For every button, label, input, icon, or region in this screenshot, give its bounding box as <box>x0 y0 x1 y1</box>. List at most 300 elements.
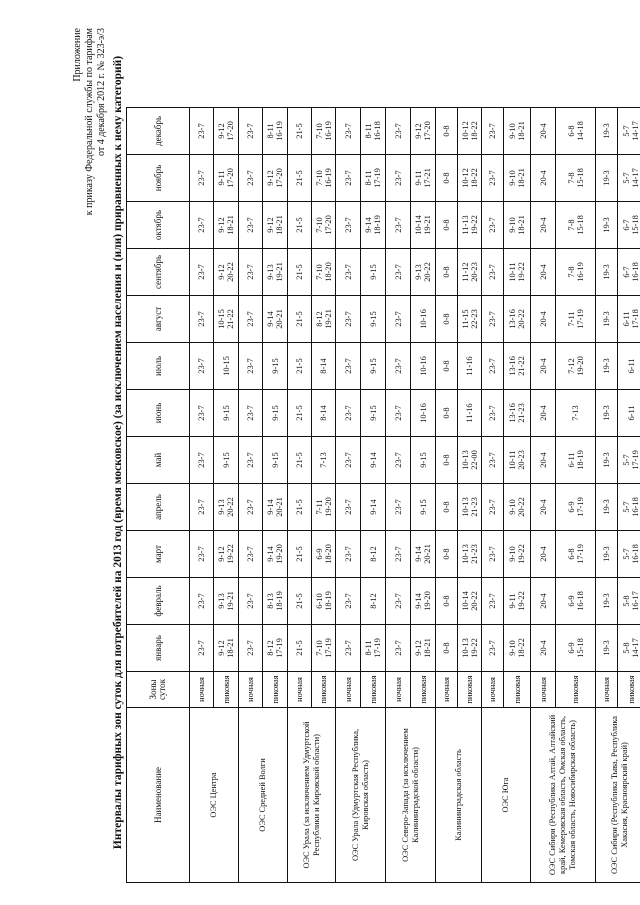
interval-value: 20-23 <box>517 450 526 470</box>
interval-value: 10-13 <box>460 497 470 517</box>
interval-value: 23-7 <box>246 546 255 562</box>
interval-value: 10-16 <box>418 309 428 329</box>
interval-value: 9-10 <box>508 217 517 233</box>
interval-cell <box>361 484 386 531</box>
interval-value: 9-12 <box>414 640 423 656</box>
interval-value: 15-18 <box>575 638 585 658</box>
interval-value: 20-21 <box>275 497 284 517</box>
interval-value: 9-12 <box>217 264 226 280</box>
interval-cell <box>618 625 640 672</box>
region-name: ОЭС Урала (за исключением Удмуртской Республики и Кировской области) <box>288 708 336 883</box>
interval-value: 19-3 <box>602 640 611 656</box>
interval-cell <box>263 108 288 155</box>
interval-cell <box>596 249 618 296</box>
interval-value: 10-14 <box>414 215 423 235</box>
interval-cell <box>458 390 482 437</box>
region-name: ОЭС Северо-Запада (за исключением Калининградской области) <box>386 708 436 883</box>
interval-cell <box>504 578 531 625</box>
interval-cell <box>336 296 361 343</box>
interval-value: 23-7 <box>343 170 353 186</box>
header-row <box>127 108 190 883</box>
interval-value: 17-20 <box>275 168 284 188</box>
interval-value: 13-16 <box>508 356 517 376</box>
interval-cell <box>556 531 596 578</box>
interval-cell <box>556 578 596 625</box>
interval-cell <box>436 249 458 296</box>
interval-value: 18-21 <box>517 168 526 188</box>
interval-value: 23-7 <box>488 452 497 468</box>
interval-value: 18-19 <box>323 591 333 611</box>
interval-value: 19-22 <box>226 544 235 564</box>
interval-value: 9-11 <box>414 170 423 186</box>
interval-cell <box>411 108 436 155</box>
interval-cell <box>288 625 312 672</box>
interval-value: 18-22 <box>469 121 479 141</box>
interval-cell <box>618 202 640 249</box>
interval-cell <box>214 531 239 578</box>
interval-value: 9-14 <box>266 499 275 515</box>
interval-cell <box>214 108 239 155</box>
interval-cell <box>386 437 411 484</box>
interval-value: 11-13 <box>460 215 470 235</box>
interval-value: 23-7 <box>197 499 206 515</box>
interval-value: 21-5 <box>295 170 304 186</box>
interval-value: 9-15 <box>418 452 428 468</box>
interval-cell <box>312 155 336 202</box>
interval-cell <box>312 343 336 390</box>
interval-cell <box>504 296 531 343</box>
interval-value: 10-16 <box>418 403 428 423</box>
interval-cell <box>436 625 458 672</box>
interval-value: 23-7 <box>246 452 255 468</box>
interval-cell <box>411 343 436 390</box>
interval-value: 23-7 <box>343 499 353 515</box>
interval-value: 20-22 <box>469 591 479 611</box>
interval-value: 5-7 <box>622 454 631 466</box>
interval-value: 9-12 <box>217 123 226 139</box>
interval-cell <box>263 484 288 531</box>
interval-cell <box>288 296 312 343</box>
table-row <box>288 108 312 883</box>
interval-cell <box>190 484 214 531</box>
interval-value: 23-7 <box>197 452 206 468</box>
interval-value: 7-13 <box>319 452 328 468</box>
interval-value: 17-19 <box>631 450 640 470</box>
interval-value: 19-20 <box>275 544 284 564</box>
interval-value: 16-18 <box>631 262 640 282</box>
interval-value: 9-15 <box>270 452 280 468</box>
interval-cell <box>411 484 436 531</box>
interval-cell <box>458 249 482 296</box>
interval-value: 16-19 <box>275 121 284 141</box>
interval-value: 9-13 <box>217 593 226 609</box>
interval-value: 21-5 <box>295 311 304 327</box>
interval-value: 18-20 <box>323 544 333 564</box>
interval-cell <box>361 578 386 625</box>
table-body <box>190 108 640 883</box>
interval-value: 23-7 <box>246 311 255 327</box>
interval-cell <box>361 625 386 672</box>
interval-value: 9-11 <box>508 593 517 609</box>
interval-cell <box>263 296 288 343</box>
interval-value: 19-3 <box>602 405 611 421</box>
interval-value: 5-7 <box>622 172 631 184</box>
interval-cell <box>618 437 640 484</box>
interval-value: 11-15 <box>460 309 470 329</box>
interval-value: 23-7 <box>488 264 497 280</box>
interval-cell <box>386 155 411 202</box>
interval-cell <box>361 249 386 296</box>
interval-value: 23-7 <box>393 264 403 280</box>
zone-label: пиковая <box>263 672 288 708</box>
interval-value: 9-15 <box>221 405 231 421</box>
interval-value: 20-4 <box>538 640 548 656</box>
zone-label: ночная <box>482 672 504 708</box>
interval-value: 6-11 <box>626 405 636 421</box>
interval-value: 16-19 <box>323 168 333 188</box>
interval-value: 5-7 <box>622 501 631 513</box>
interval-value: 9-15 <box>368 405 378 421</box>
interval-value: 9-12 <box>266 170 275 186</box>
interval-value: 16-18 <box>631 544 640 564</box>
interval-value: 9-13 <box>217 499 226 515</box>
interval-cell <box>482 249 504 296</box>
interval-cell <box>190 343 214 390</box>
header-month: декабрь <box>127 108 190 155</box>
interval-cell <box>531 155 556 202</box>
interval-value: 15-18 <box>575 168 585 188</box>
interval-value: 9-15 <box>270 358 280 374</box>
interval-cell <box>556 108 596 155</box>
interval-value: 23-7 <box>197 640 206 656</box>
interval-cell <box>596 531 618 578</box>
interval-cell <box>556 202 596 249</box>
interval-cell <box>504 625 531 672</box>
interval-value: 9-11 <box>217 170 226 186</box>
table-row <box>482 108 504 883</box>
header-month: январь <box>127 625 190 672</box>
interval-cell <box>312 531 336 578</box>
header-month: май <box>127 437 190 484</box>
interval-value: 17-20 <box>226 168 235 188</box>
interval-value: 19-20 <box>323 497 333 517</box>
interval-value: 8-11 <box>266 123 275 139</box>
interval-cell <box>618 343 640 390</box>
interval-cell <box>556 390 596 437</box>
interval-cell <box>214 625 239 672</box>
interval-value: 9-10 <box>508 640 517 656</box>
interval-value: 21-5 <box>295 264 304 280</box>
header-month: июль <box>127 343 190 390</box>
interval-cell <box>556 484 596 531</box>
interval-value: 9-10 <box>508 123 517 139</box>
interval-value: 23-7 <box>393 452 403 468</box>
interval-value: 6-7 <box>622 219 631 231</box>
interval-cell <box>482 625 504 672</box>
interval-value: 17-19 <box>373 168 382 188</box>
table-header <box>127 108 190 883</box>
interval-cell <box>214 343 239 390</box>
interval-value: 17-19 <box>575 497 585 517</box>
interval-cell <box>411 155 436 202</box>
document-title: Интервалы тарифных зон суток для потребителей на 2013 год (время московское) (за исключением населения и (или) приравненных к нему категорий) <box>112 55 124 850</box>
interval-cell <box>263 202 288 249</box>
interval-value: 23-7 <box>343 358 353 374</box>
header-month: ноябрь <box>127 155 190 202</box>
interval-value: 9-12 <box>217 546 226 562</box>
interval-value: 21-22 <box>517 356 526 376</box>
interval-cell <box>288 390 312 437</box>
interval-value: 6-8 <box>566 125 576 137</box>
interval-cell <box>239 155 263 202</box>
interval-value: 0-8 <box>442 407 451 419</box>
interval-value: 8-14 <box>319 405 328 421</box>
interval-value: 21-5 <box>295 640 304 656</box>
header-month: август <box>127 296 190 343</box>
interval-value: 6-10 <box>314 593 324 609</box>
interval-value: 9-15 <box>270 405 280 421</box>
interval-cell <box>386 484 411 531</box>
interval-value: 23-7 <box>488 640 497 656</box>
interval-cell <box>504 484 531 531</box>
interval-cell <box>618 484 640 531</box>
interval-cell <box>531 437 556 484</box>
interval-cell <box>288 578 312 625</box>
header-month: март <box>127 531 190 578</box>
interval-cell <box>411 437 436 484</box>
interval-value: 23-7 <box>343 311 353 327</box>
interval-cell <box>596 155 618 202</box>
interval-value: 19-21 <box>226 591 235 611</box>
interval-cell <box>336 249 361 296</box>
interval-value: 9-13 <box>266 264 275 280</box>
interval-value: 23-7 <box>393 546 403 562</box>
interval-value: 23-7 <box>488 170 497 186</box>
interval-value: 19-22 <box>469 215 479 235</box>
interval-value: 8-11 <box>364 123 373 139</box>
interval-value: 17-19 <box>373 638 382 658</box>
header-month: февраль <box>127 578 190 625</box>
interval-cell <box>531 578 556 625</box>
interval-cell <box>336 625 361 672</box>
appendix-line-2: к приказу Федеральной службы по тарифам <box>84 28 95 216</box>
interval-cell <box>482 390 504 437</box>
interval-cell <box>482 531 504 578</box>
interval-value: 10-13 <box>460 450 470 470</box>
interval-value: 23-7 <box>488 405 497 421</box>
interval-cell <box>618 155 640 202</box>
interval-value: 9-15 <box>368 311 378 327</box>
interval-value: 9-10 <box>508 499 517 515</box>
interval-value: 21-5 <box>295 593 304 609</box>
header-zones: Зоны суток <box>127 672 190 708</box>
interval-value: 23-7 <box>197 311 206 327</box>
interval-value: 9-12 <box>217 217 226 233</box>
interval-cell <box>288 108 312 155</box>
interval-value: 9-15 <box>221 452 231 468</box>
zone-label: ночная <box>190 672 214 708</box>
interval-value: 9-14 <box>266 311 275 327</box>
interval-cell <box>458 531 482 578</box>
interval-value: 20-4 <box>538 358 548 374</box>
interval-value: 14-18 <box>575 121 585 141</box>
interval-value: 21-5 <box>295 123 304 139</box>
interval-cell <box>214 437 239 484</box>
interval-cell <box>239 484 263 531</box>
interval-cell <box>436 437 458 484</box>
interval-value: 10-14 <box>460 591 470 611</box>
region-name: ОЭС Юга <box>482 708 531 883</box>
interval-value: 18-21 <box>517 121 526 141</box>
interval-cell <box>531 249 556 296</box>
interval-cell <box>482 484 504 531</box>
interval-value: 23-7 <box>246 123 255 139</box>
interval-cell <box>239 343 263 390</box>
interval-value: 10-11 <box>508 450 517 470</box>
table-row <box>386 108 411 883</box>
interval-cell <box>618 296 640 343</box>
interval-value: 0-8 <box>442 595 451 607</box>
interval-value: 19-21 <box>275 262 284 282</box>
interval-cell <box>531 108 556 155</box>
interval-cell <box>190 155 214 202</box>
interval-value: 7-8 <box>566 172 576 184</box>
interval-value: 15-18 <box>631 215 640 235</box>
interval-value: 19-3 <box>602 593 611 609</box>
interval-cell <box>386 390 411 437</box>
interval-cell <box>458 296 482 343</box>
interval-value: 23-7 <box>246 170 255 186</box>
interval-cell <box>436 343 458 390</box>
interval-value: 5-8 <box>622 642 631 654</box>
header-month: сентябрь <box>127 249 190 296</box>
interval-value: 9-10 <box>508 546 517 562</box>
interval-cell <box>214 484 239 531</box>
region-name: ОЭС Сибири (Республика Алтай, Алтайский край, Кемеровская область, Омская область, Томская область, Новосибирская область) <box>531 708 596 883</box>
interval-value: 0-8 <box>442 454 451 466</box>
interval-cell <box>482 296 504 343</box>
interval-value: 23-7 <box>246 593 255 609</box>
interval-value: 23-7 <box>488 499 497 515</box>
zone-label: пиковая <box>618 672 640 708</box>
interval-cell <box>214 155 239 202</box>
interval-value: 14-17 <box>631 121 640 141</box>
interval-cell <box>411 625 436 672</box>
interval-cell <box>312 108 336 155</box>
interval-cell <box>436 578 458 625</box>
interval-value: 16-18 <box>575 591 585 611</box>
interval-value: 7-11 <box>314 499 324 515</box>
interval-value: 6-9 <box>566 595 576 607</box>
zone-label: ночная <box>239 672 263 708</box>
interval-value: 8-11 <box>364 640 373 656</box>
interval-cell <box>361 202 386 249</box>
interval-value: 23-7 <box>393 123 403 139</box>
interval-value: 23-7 <box>197 546 206 562</box>
interval-value: 7-12 <box>566 358 576 374</box>
zone-label: пиковая <box>214 672 239 708</box>
interval-value: 19-3 <box>602 452 611 468</box>
interval-cell <box>288 531 312 578</box>
interval-value: 20-4 <box>538 405 548 421</box>
interval-value: 6-11 <box>622 311 631 327</box>
interval-value: 21-5 <box>295 217 304 233</box>
interval-value: 6-9 <box>314 548 324 560</box>
interval-cell <box>190 578 214 625</box>
interval-cell <box>458 155 482 202</box>
interval-value: 23-7 <box>343 264 353 280</box>
interval-cell <box>288 343 312 390</box>
zone-label: пиковая <box>312 672 336 708</box>
interval-value: 23-7 <box>393 311 403 327</box>
interval-value: 23-7 <box>488 311 497 327</box>
interval-cell <box>239 108 263 155</box>
interval-value: 23-7 <box>343 640 353 656</box>
interval-value: 7-10 <box>314 123 324 139</box>
interval-value: 19-3 <box>602 123 611 139</box>
interval-value: 0-8 <box>442 501 451 513</box>
interval-value: 20-22 <box>517 309 526 329</box>
interval-value: 17-18 <box>631 309 640 329</box>
interval-value: 9-12 <box>266 217 275 233</box>
interval-cell <box>531 296 556 343</box>
interval-value: 11-16 <box>465 356 474 376</box>
table-row <box>596 108 618 883</box>
interval-value: 20-4 <box>538 593 548 609</box>
interval-cell <box>556 155 596 202</box>
interval-value: 20-21 <box>423 544 432 564</box>
interval-value: 8-11 <box>364 170 373 186</box>
interval-cell <box>504 202 531 249</box>
interval-value: 5-8 <box>622 595 631 607</box>
interval-value: 20-4 <box>538 123 548 139</box>
interval-value: 19-3 <box>602 546 611 562</box>
table-row <box>239 108 263 883</box>
interval-cell <box>556 437 596 484</box>
interval-value: 20-22 <box>226 262 235 282</box>
interval-value: 9-12 <box>217 640 226 656</box>
interval-cell <box>596 202 618 249</box>
interval-cell <box>618 531 640 578</box>
interval-value: 20-4 <box>538 546 548 562</box>
interval-cell <box>190 296 214 343</box>
interval-value: 23-7 <box>393 640 403 656</box>
interval-cell <box>504 155 531 202</box>
interval-cell <box>504 343 531 390</box>
interval-value: 23-7 <box>488 593 497 609</box>
interval-cell <box>312 578 336 625</box>
interval-value: 23-7 <box>488 358 497 374</box>
zone-label: пиковая <box>411 672 436 708</box>
interval-value: 19-3 <box>602 499 611 515</box>
interval-cell <box>312 625 336 672</box>
interval-value: 10-15 <box>221 356 231 376</box>
interval-cell <box>263 625 288 672</box>
interval-value: 23-7 <box>246 217 255 233</box>
interval-cell <box>239 296 263 343</box>
interval-value: 16-17 <box>631 591 640 611</box>
zone-label: ночная <box>386 672 411 708</box>
interval-value: 7-10 <box>314 217 324 233</box>
interval-cell <box>336 202 361 249</box>
appendix-note <box>72 28 108 215</box>
interval-cell <box>239 437 263 484</box>
interval-value: 21-5 <box>295 546 304 562</box>
interval-value: 10-13 <box>460 544 470 564</box>
interval-value: 6-9 <box>566 501 576 513</box>
interval-cell <box>556 249 596 296</box>
interval-cell <box>239 202 263 249</box>
